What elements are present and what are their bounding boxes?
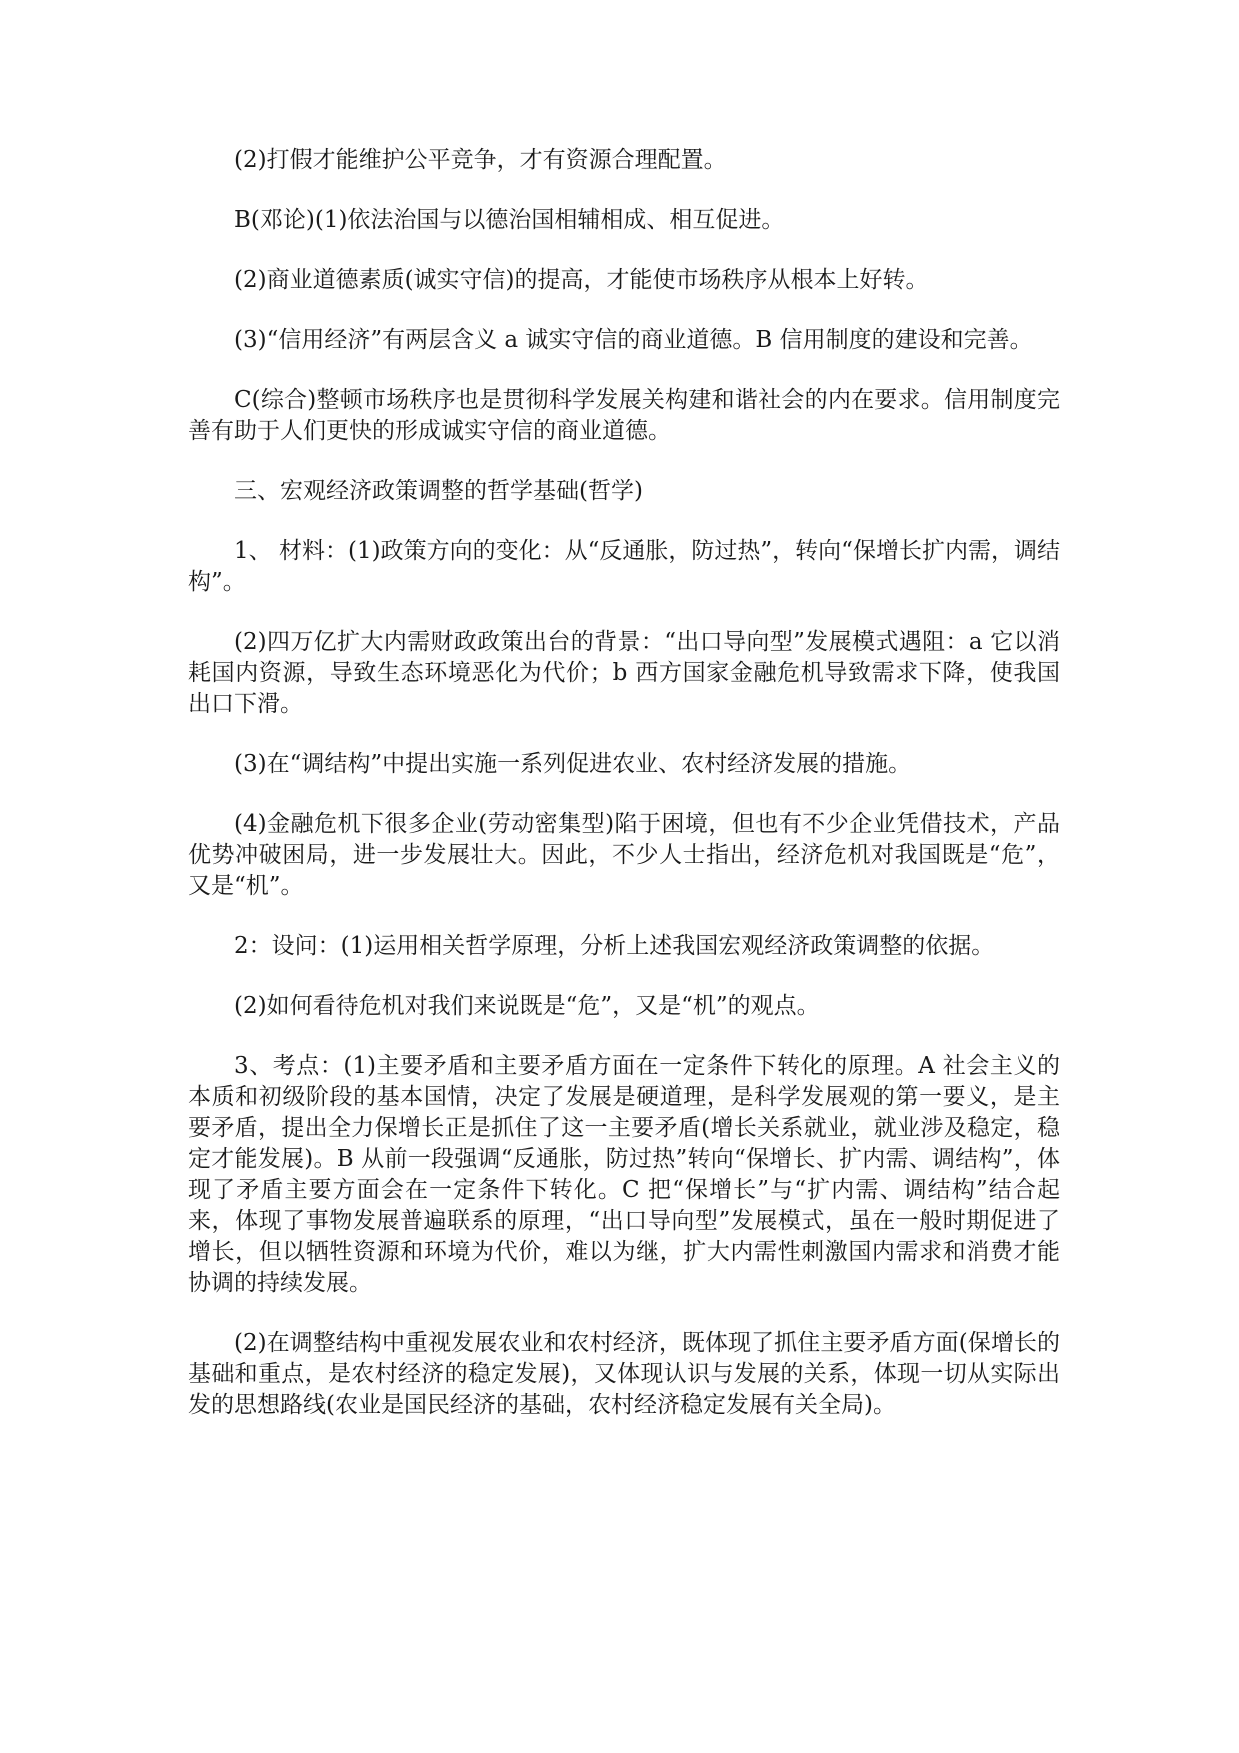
paragraph-8: (2)四万亿扩大内需财政政策出台的背景：“出口导向型”发展模式遇阻：a 它以消耗国内资源，导致生态环境恶化为代价；b 西方国家金融危机导致需求下降，使我国出口下滑。 [188, 629, 1060, 717]
paragraph-7: 1、 材料：(1)政策方向的变化：从“反通胀，防过热”，转向“保增长扩内需，调结构”。 [188, 538, 1060, 595]
document-body [188, 145, 1060, 1450]
paragraph-14: (2)在调整结构中重视发展农业和农村经济，既体现了抓住主要矛盾方面(保增长的基础和重点，是农村经济的稳定发展)，又体现认识与发展的关系，体现一切从实际出发的思想路线(农业是国民经济的基础，农村经济稳定发展有关全局)。 [188, 1330, 1060, 1418]
paragraph-11: 2：设问：(1)运用相关哲学原理，分析上述我国宏观经济政策调整的依据。 [234, 933, 995, 959]
paragraph-9: (3)在“调结构”中提出实施一系列促进农业、农村经济发展的措施。 [234, 751, 912, 777]
section-heading: 三、宏观经济政策调整的哲学基础(哲学) [234, 478, 643, 504]
paragraph-13: 3、考点：(1)主要矛盾和主要矛盾方面在一定条件下转化的原理。A 社会主义的本质和初级阶段的基本国情，决定了发展是硬道理，是科学发展观的第一要义，是主要矛盾，提出全力保增长正是抓住了这一主要矛盾(增长关系就业，就业涉及稳定，稳定才能发展)。B 从前一段强调“反通胀，防过热”转向“保增长、扩内需、调结构”，体现了矛盾主要方面会在一定条件下转化。C 把“保增长”与“扩内需、调结构”结合起来，体现了事物发展普遍联系的原理，“出口导向型”发展模式，虽在一般时期促进了增长，但以牺牲资源和环境为代价，难以为继，扩大内需性刺激国内需求和消费才能协调的持续发展。 [188, 1053, 1060, 1296]
paragraph-12: (2)如何看待危机对我们来说既是“危”，又是“机”的观点。 [234, 993, 820, 1019]
paragraph-3: (2)商业道德素质(诚实守信)的提高，才能使市场秩序从根本上好转。 [234, 267, 929, 293]
paragraph-4: (3)“信用经济”有两层含义 a 诚实守信的商业道德。B 信用制度的建设和完善。 [234, 327, 1033, 353]
paragraph-10: (4)金融危机下很多企业(劳动密集型)陷于困境，但也有不少企业凭借技术，产品优势冲破困局，进一步发展壮大。因此，不少人士指出，经济危机对我国既是“危”，又是“机”。 [188, 811, 1060, 899]
paragraph-5: C(综合)整顿市场秩序也是贯彻科学发展关构建和谐社会的内在要求。信用制度完善有助于人们更快的形成诚实守信的商业道德。 [188, 387, 1060, 444]
paragraph-2: B(邓论)(1)依法治国与以德治国相辅相成、相互促进。 [234, 207, 785, 233]
paragraph-1: (2)打假才能维护公平竞争，才有资源合理配置。 [234, 147, 727, 173]
